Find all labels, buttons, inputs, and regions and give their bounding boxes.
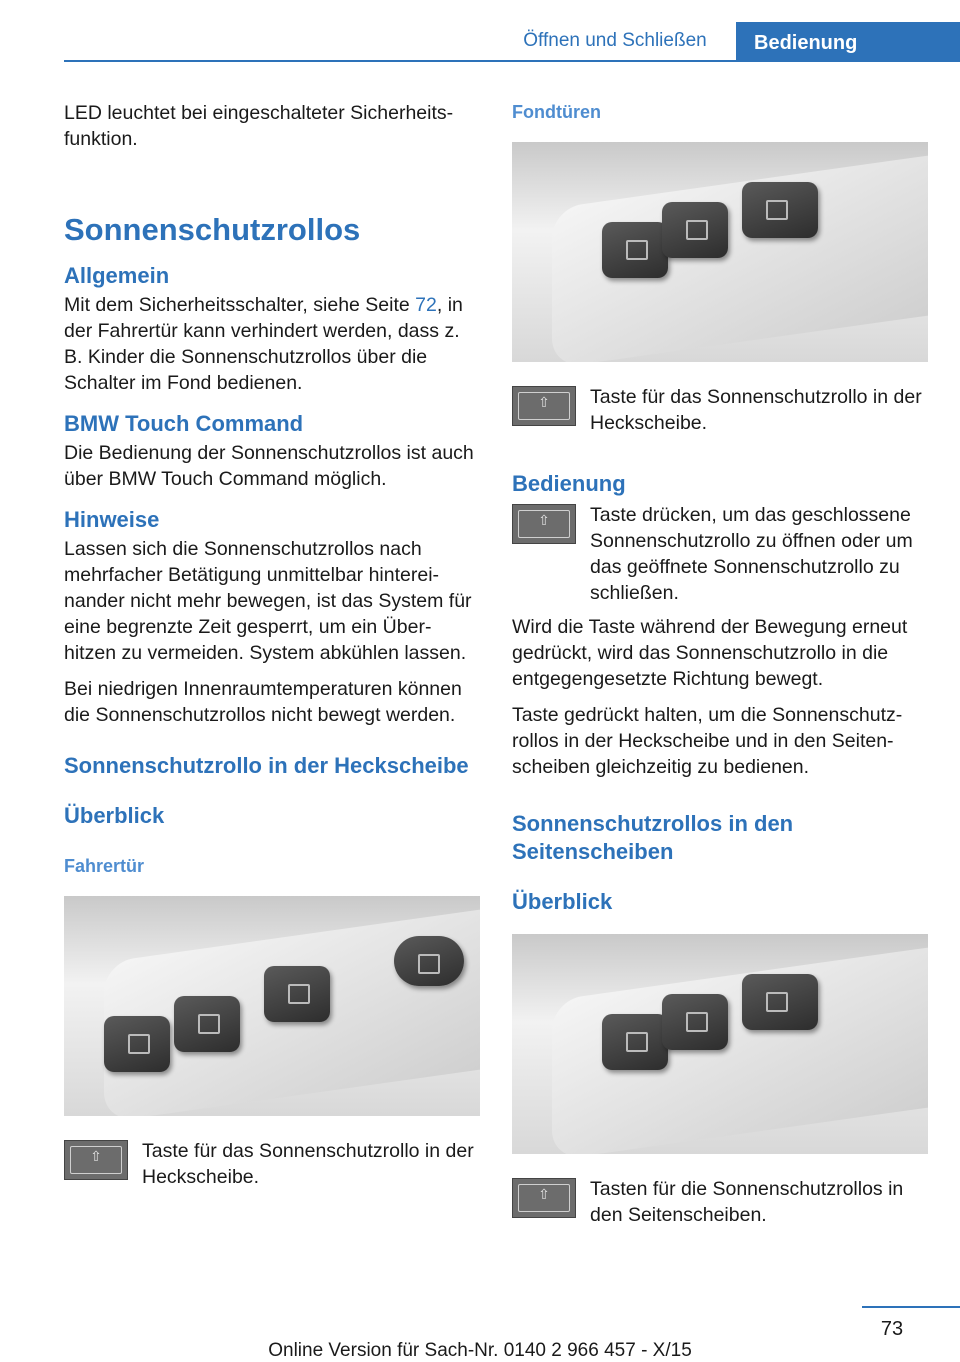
bedienung-heading: Bedienung — [512, 471, 626, 496]
caption-right-2: Tasten für die Sonnenschutzrollos in den Seitenscheiben. — [590, 1178, 904, 1226]
hinweise-heading: Hinweise — [64, 507, 160, 532]
left-column — [64, 100, 480, 1190]
allgemein-heading: Allgemein — [64, 263, 170, 288]
allgemein-text — [64, 292, 480, 396]
page-number: 73 — [880, 1318, 904, 1340]
seitenscheiben-heading: Sonnenschutzrollos in den Seitenscheiben — [512, 811, 794, 864]
footer-text: Online Version für Sach-Nr. 0140 2 966 457 - X/15 — [268, 1340, 692, 1361]
touch-text: Die Bedienung der Sonnenschutzrollos ist auch über BMW Touch Command möglich. — [64, 442, 474, 490]
page-link-72[interactable]: 72 — [415, 294, 437, 316]
bedienung-text-3: Taste gedrückt halten, um die Sonnenschutz-rollos in der Heckscheibe und in den Seiten-scheiben gleichzeitig zu bedienen. — [512, 704, 903, 778]
footer-rule — [862, 1306, 960, 1308]
hinweise-text-1: Lassen sich die Sonnenschutzrollos nach mehrfacher Betätigung unmittelbar hinterei-nander nicht mehr bewegen, ist das System für eine begrenzte Zeit gesperrt, um ein Über-hitzen zu vermeiden. System abkühlen lassen. — [64, 538, 472, 664]
touch-heading: BMW Touch Command — [64, 411, 304, 436]
ueberblick-heading-left: Überblick — [64, 803, 165, 828]
page-title: Sonnenschutzrollos — [64, 212, 361, 247]
rear-blind-key-icon — [512, 386, 576, 426]
caption-row-right-2 — [512, 1176, 928, 1228]
ueberblick-heading-right: Überblick — [512, 889, 613, 914]
caption-row-left — [64, 1138, 480, 1190]
fondtueren-heading: Fondtüren — [512, 102, 601, 122]
caption-right-1: Taste für das Sonnenschutzrollo in der Heckscheibe. — [590, 386, 922, 434]
driver-door-switch-photo — [64, 896, 480, 1116]
rear-door-switch-photo-2 — [512, 934, 928, 1154]
caption-row-right-1 — [512, 384, 928, 436]
hinweise-text-2: Bei niedrigen Innenraumtemperaturen können die Sonnenschutzrollos nicht bewegt werden. — [64, 678, 462, 726]
intro-text: LED leuchtet bei eingeschalteter Sicherheits-funktion. — [64, 102, 454, 150]
allgemein-text-b: , in der Fahrertür kann verhindert werden, dass z. B. Kinder die Sonnenschutzrollos über die Schalter im Fond bedienen. — [64, 294, 463, 394]
rear-door-switch-photo-1 — [512, 142, 928, 362]
caption-left: Taste für das Sonnenschutzrollo in der Heckscheibe. — [142, 1140, 474, 1188]
header-chapter-tab: Bedienung — [736, 22, 960, 62]
rear-blind-key-icon — [512, 504, 576, 544]
bedienung-text-1: Taste drücken, um das geschlossene Sonnenschutzrollo zu öffnen oder um das geöffnete Sonnenschutzrollo zu schließen. — [590, 504, 913, 604]
fahrertuer-heading: Fahrertür — [64, 856, 145, 876]
bedienung-row — [512, 502, 928, 606]
right-column — [512, 100, 928, 1228]
bedienung-text-2: Wird die Taste während der Bewegung erneut gedrückt, wird das Sonnenschutzrollo in die entgegengesetzte Richtung bewegt. — [512, 616, 908, 690]
allgemein-text-a: Mit dem Sicherheitsschalter, siehe Seite — [64, 294, 416, 316]
heckscheibe-heading: Sonnenschutzrollo in der Heckscheibe — [64, 753, 469, 778]
rear-blind-key-icon — [64, 1140, 128, 1180]
header-section-title: Öffnen und Schließen — [523, 30, 707, 51]
side-blind-key-icon — [512, 1178, 576, 1218]
